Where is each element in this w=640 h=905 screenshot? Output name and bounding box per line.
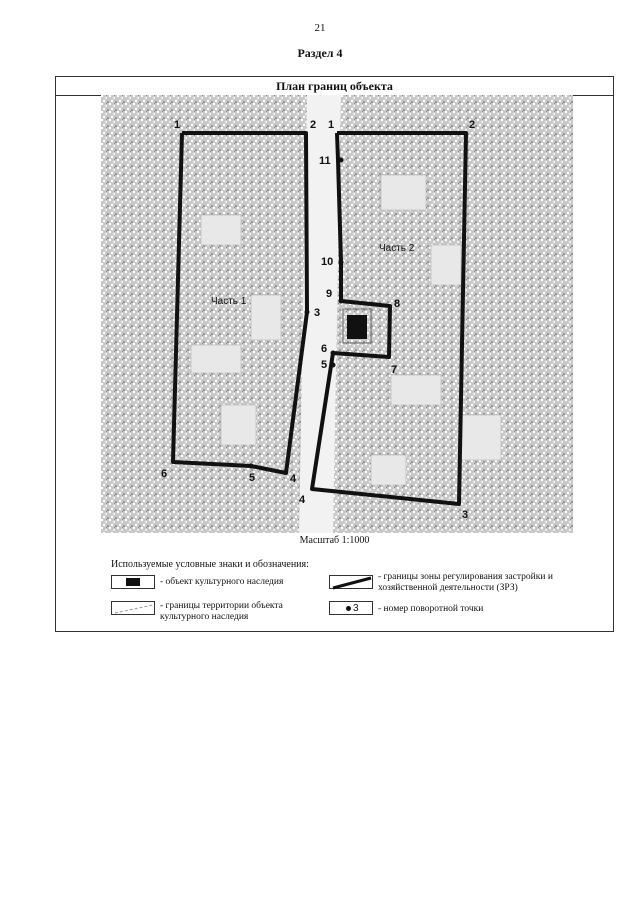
section-title: Раздел 4 bbox=[297, 46, 343, 60]
p2-label-2: 2 bbox=[469, 119, 476, 131]
legend-heritage-object: - объект культурного наследия bbox=[160, 577, 284, 587]
part2-label: Часть 2 bbox=[379, 243, 415, 254]
p2-label-9: 9 bbox=[326, 288, 333, 300]
p2-label-7: 7 bbox=[391, 364, 398, 376]
legend-swatch-heritage bbox=[111, 575, 155, 589]
p2-label-8: 8 bbox=[394, 298, 401, 310]
legend-territory-boundary: - границы территории объекта культурного наследия bbox=[160, 601, 283, 622]
figure-title: План границ объекта bbox=[56, 77, 613, 96]
p1-label-2: 2 bbox=[310, 119, 317, 131]
legend-swatch-territory bbox=[111, 601, 155, 615]
p2-label-3: 3 bbox=[462, 509, 469, 521]
legend-turn-point-sample: 3 bbox=[353, 603, 359, 614]
legend-turn-point: - номер поворотной точки bbox=[378, 604, 484, 614]
p1-label-4: 4 bbox=[290, 473, 297, 485]
figure-frame bbox=[55, 76, 614, 632]
page-number: 21 bbox=[314, 22, 326, 34]
heritage-object bbox=[347, 315, 367, 339]
legend-title: Используемые условные знаки и обозначения: bbox=[111, 559, 309, 570]
legend-zone-boundary: - границы зоны регулирования застройки и хозяйственной деятельности (ЗРЗ) bbox=[378, 572, 553, 593]
p2-label-6: 6 bbox=[321, 343, 328, 355]
part1-label: Часть 1 bbox=[211, 296, 247, 307]
p1-label-1: 1 bbox=[174, 119, 181, 131]
p2-label-5: 5 bbox=[321, 359, 328, 371]
boundary-map bbox=[101, 95, 573, 533]
legend-swatch-zone bbox=[329, 575, 373, 589]
p2-label-1: 1 bbox=[328, 119, 335, 131]
p2-label-11: 11 bbox=[319, 155, 331, 167]
p2-label-4: 4 bbox=[299, 494, 306, 506]
map-scale: Масштаб 1:1000 bbox=[299, 535, 370, 546]
legend-swatch-turn-point bbox=[329, 601, 373, 615]
p1-label-6: 6 bbox=[161, 468, 168, 480]
p2-label-10: 10 bbox=[321, 256, 334, 268]
p1-label-5: 5 bbox=[249, 472, 256, 484]
p1-label-3: 3 bbox=[314, 307, 321, 319]
